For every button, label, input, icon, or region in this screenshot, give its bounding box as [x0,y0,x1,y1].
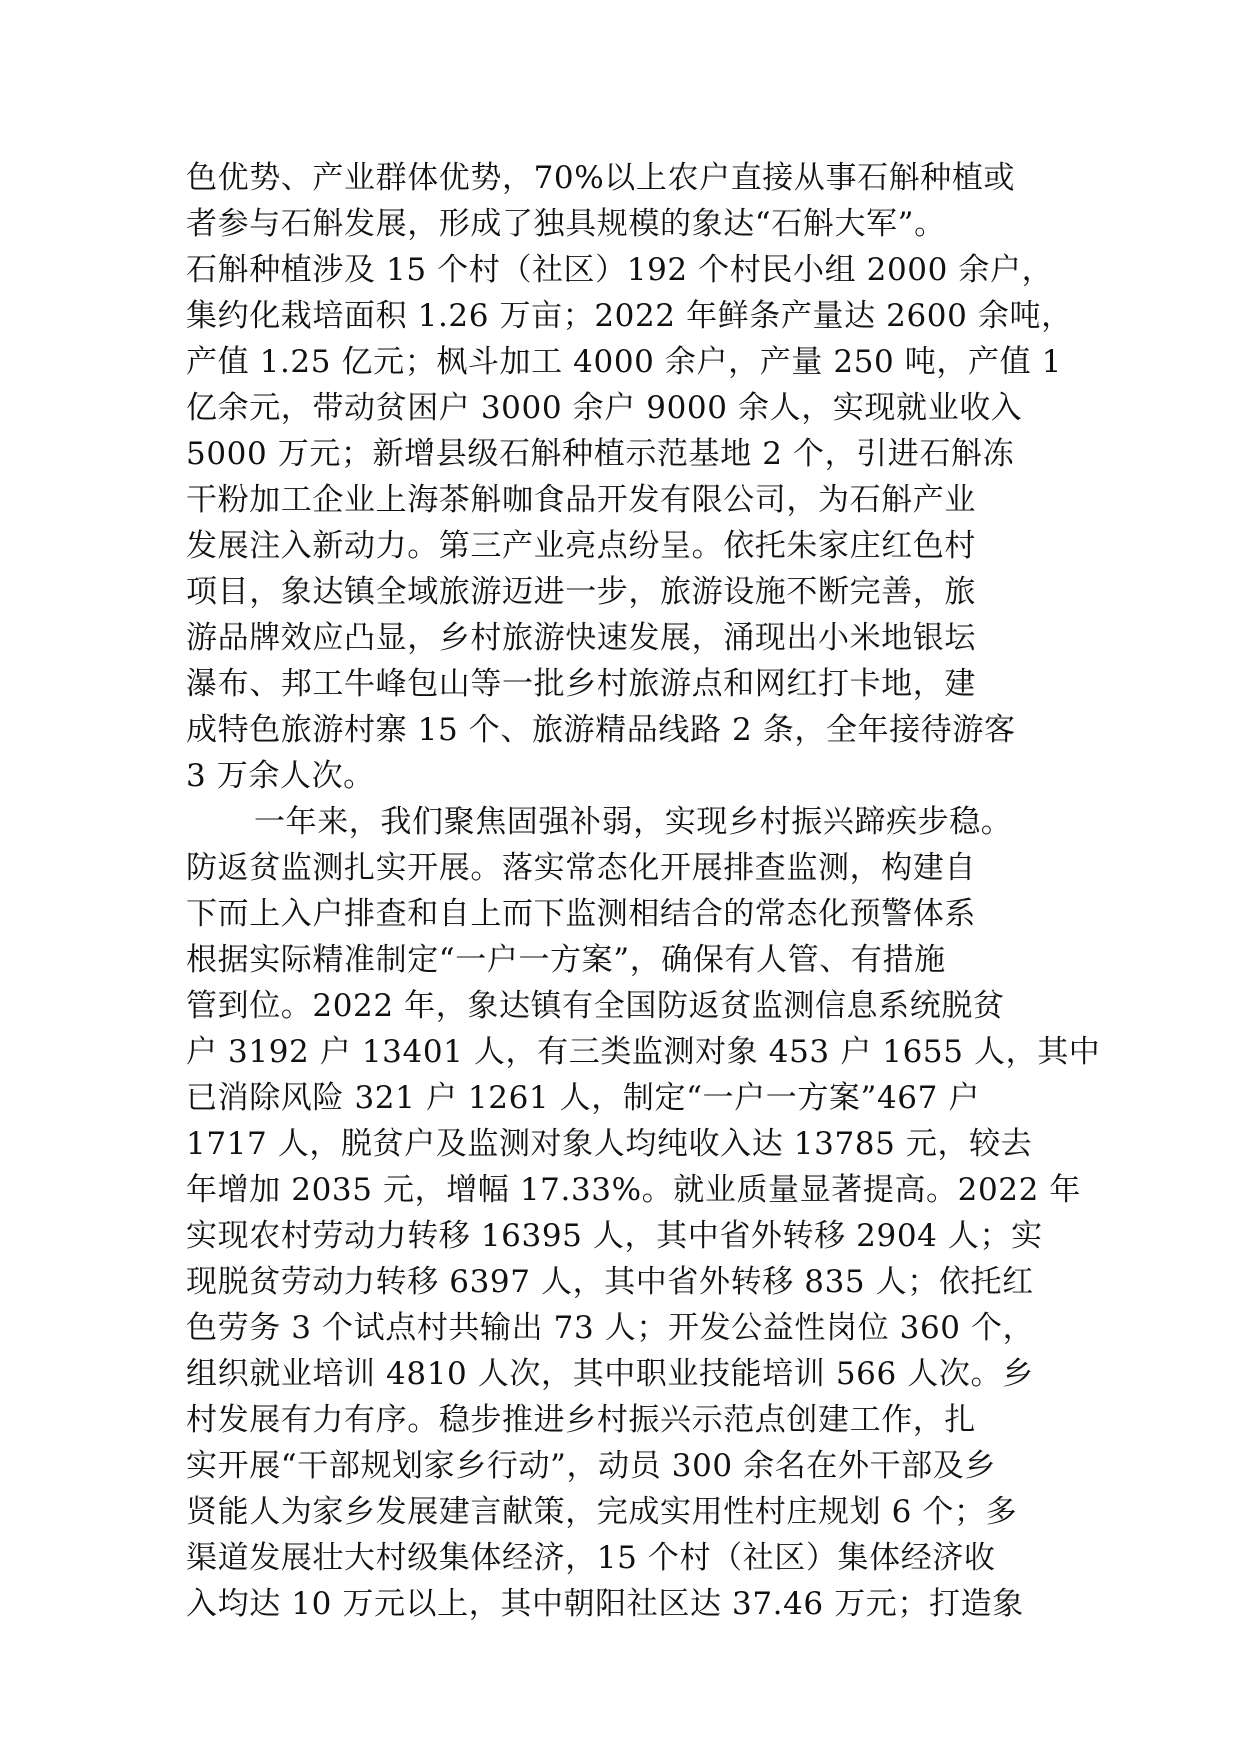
text-line: 防返贫监测扎实开展。落实常态化开展排查监测，构建自 [186,850,976,886]
paragraph-revitalization [186,799,1101,1627]
text-line: 现脱贫劳动力转移 6397 人，其中省外转移 835 人；依托红 [186,1264,1034,1300]
text-line: 发展注入新动力。第三产业亮点纷呈。依托朱家庄红色村 [186,528,976,564]
text-line: 项目，象达镇全域旅游迈进一步，旅游设施不断完善，旅 [186,574,976,610]
text-line: 管到位。2022 年，象达镇有全国防返贫监测信息系统脱贫 [186,988,1005,1024]
text-line: 干粉加工企业上海茶斛咖食品开发有限公司，为石斛产业 [186,482,976,518]
text-line: 集约化栽培面积 1.26 万亩；2022 年鲜条产量达 2600 余吨， [186,298,1073,334]
text-line: 亿余元，带动贫困户 3000 余户 9000 余人，实现就业收入 [186,390,1023,426]
text-line: 入均达 10 万元以上，其中朝阳社区达 37.46 万元；打造象 [186,1586,1024,1622]
text-line: 一年来，我们聚焦固强补弱，实现乡村振兴蹄疾步稳。 [254,804,1013,840]
text-line: 游品牌效应凸显，乡村旅游快速发展，涌现出小米地银坛 [186,620,976,656]
body-text [186,155,1101,1627]
text-line: 色优势、产业群体优势，70%以上农户直接从事石斛种植或 [186,160,1016,196]
text-line: 1717 人，脱贫户及监测对象人均纯收入达 13785 元，较去 [186,1126,1033,1162]
text-line: 已消除风险 321 户 1261 人，制定“一户一方案”467 户 [186,1080,980,1116]
text-line: 产值 1.25 亿元；枫斗加工 4000 余户，产量 250 吨，产值 1 [186,344,1062,380]
text-line: 组织就业培训 4810 人次，其中职业技能培训 566 人次。乡 [186,1356,1034,1392]
text-line: 5000 万元；新增县级石斛种植示范基地 2 个，引进石斛冻 [186,436,1015,472]
text-line: 贤能人为家乡发展建言献策，完成实用性村庄规划 6 个；多 [186,1494,1018,1530]
text-line: 年增加 2035 元，增幅 17.33%。就业质量显著提高。2022 年 [186,1172,1082,1208]
text-line: 户 3192 户 13401 人，有三类监测对象 453 户 1655 人，其中 [186,1034,1101,1070]
text-line: 成特色旅游村寨 15 个、旅游精品线路 2 条，全年接待游客 [186,712,1016,748]
text-line: 色劳务 3 个试点村共输出 73 人；开发公益性岗位 360 个， [186,1310,1035,1346]
text-line: 石斛种植涉及 15 个村（社区）192 个村民小组 2000 余户， [186,252,1054,288]
text-line: 者参与石斛发展，形成了独具规模的象达“石斛大军”。 [186,206,946,242]
text-line: 实开展“干部规划家乡行动”，动员 300 余名在外干部及乡 [186,1448,996,1484]
text-line: 村发展有力有序。稳步推进乡村振兴示范点创建工作，扎 [186,1402,976,1438]
text-line: 3 万余人次。 [186,758,375,794]
text-line: 根据实际精准制定“一户一方案”，确保有人管、有措施 [186,942,946,978]
text-line: 实现农村劳动力转移 16395 人，其中省外转移 2904 人；实 [186,1218,1043,1254]
paragraph-industry [186,155,1076,799]
text-line: 渠道发展壮大村级集体经济，15 个村（社区）集体经济收 [186,1540,996,1576]
text-line: 瀑布、邦工牛峰包山等一批乡村旅游点和网红打卡地，建 [186,666,976,702]
text-line: 下而上入户排查和自上而下监测相结合的常态化预警体系 [186,896,976,932]
